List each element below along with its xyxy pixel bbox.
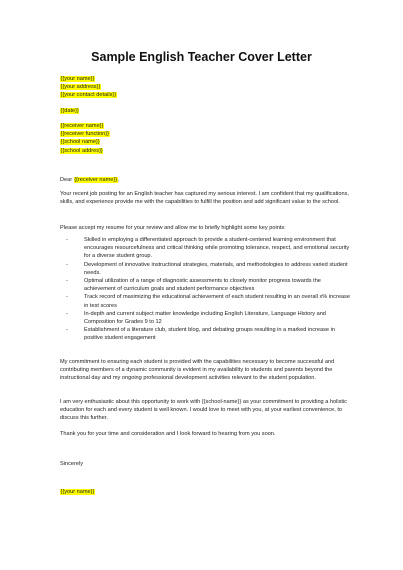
list-item: - Skilled in employing a differentiated approach to provide a student-centered learning environment that encourages resourcefulness and critical thinking while promoting tolerance, respect, and emotional security for a diverse student group. bbox=[60, 236, 350, 261]
receiver-function: {{receiver function}} bbox=[60, 131, 110, 138]
thanks-paragraph: Thank you for your time and consideration and I look forward to hearing from you soon. bbox=[60, 431, 276, 437]
closing: Sincerely bbox=[60, 461, 84, 467]
salutation bbox=[60, 176, 350, 184]
commitment-paragraph: My commitment to ensuring each student is provided with the capabilities necessary to become successful and contributing members of a dynamic community is evident in my availability to students and parents beyond the instructional day and my ongoing professional development activities relevant to the student population. bbox=[60, 359, 335, 382]
resume-intro-paragraph: Please accept my resume for your review and allow me to briefly highlight some key points: bbox=[60, 225, 286, 231]
signature-name: {{your name}} bbox=[60, 489, 95, 495]
enthusiasm-school: {{school-name}} bbox=[201, 399, 242, 405]
salutation-prefix: Dear bbox=[60, 177, 74, 183]
enthusiasm-paragraph bbox=[60, 398, 350, 423]
highlights-list bbox=[60, 236, 350, 343]
date-field: {{date}} bbox=[60, 108, 79, 114]
salutation-suffix: , bbox=[117, 177, 120, 183]
enthusiasm-before: I am very enthusiastic about this opportunity to work with bbox=[60, 399, 202, 405]
receiver-block bbox=[60, 122, 110, 155]
date-block bbox=[60, 107, 79, 115]
intro-paragraph: Your recent job posting for an English teacher has captured my serious interest. I am confident that my qualifications, skills, and experience provide me with the capabilities to fulfill the position and add significant value to the school. bbox=[60, 191, 349, 206]
school-name: {{school name}} bbox=[60, 139, 100, 146]
sender-name: {{your name}} bbox=[60, 76, 95, 82]
enthusiasm-after: as your commitment to providing a holistic education for each and every student is well known. I would love to meet with you, at your earliest convenience, to discuss this further. bbox=[60, 399, 347, 422]
list-item: - In-depth and current subject matter knowledge including English Literature, Language History and Composition for Grades 9 to 12 bbox=[60, 310, 350, 326]
list-item: - Track record of maximizing the educational achievement of each student resulting in an overall x% increase in test scores bbox=[60, 293, 350, 309]
receiver-name: {{receiver name}} bbox=[60, 123, 104, 129]
signature-block bbox=[60, 488, 95, 496]
sender-block bbox=[60, 75, 117, 100]
sender-address: {{your address}} bbox=[60, 84, 101, 91]
salutation-name: {{receiver name}} bbox=[74, 177, 118, 183]
list-item: - Optimal utilization of a range of diagnostic assessments to closely monitor progress towards the achievement of curriculum goals and student performance objectives bbox=[60, 277, 350, 293]
list-item: - Establishment of a literature club, student blog, and debating groups resulting in a marked increase in positive student engagement bbox=[60, 326, 350, 342]
list-item: - Development of innovative instructional strategies, materials, and methodologies to address varied student needs. bbox=[60, 261, 350, 277]
school-address: {{school addres}} bbox=[60, 147, 103, 154]
sender-contact: {{your contact details}} bbox=[60, 92, 117, 99]
page-title: Sample English Teacher Cover Letter bbox=[91, 50, 312, 64]
